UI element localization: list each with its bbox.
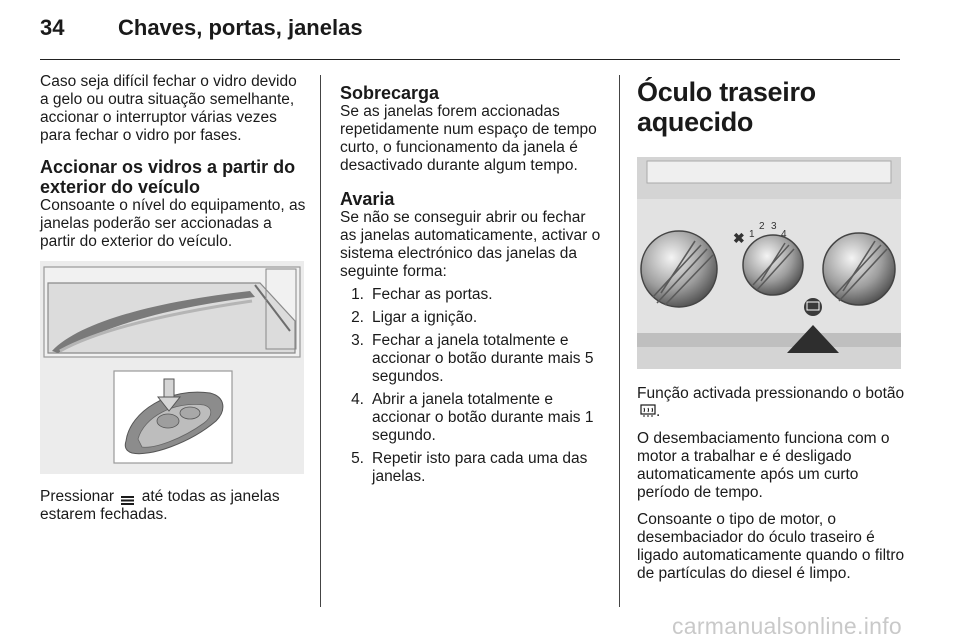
step-text: Fechar as portas. (372, 286, 493, 303)
step-number: 3. (351, 332, 364, 349)
dial-label: 2 (759, 221, 765, 232)
activation-text: Função activada pressionando o botão (637, 385, 905, 402)
caption-paragraph (40, 488, 308, 524)
intro-paragraph: Caso seja difícil fechar o vidro devido a gelo ou outra situação semelhante, accionar o interruptor várias vezes para fechar o vidro por fases. (40, 73, 297, 144)
column-1 (40, 73, 308, 533)
step-number: 5. (351, 450, 364, 467)
column-divider-1 (320, 75, 321, 607)
column-divider-2 (619, 75, 620, 607)
chapter-title: Chaves, portas, janelas (118, 15, 363, 40)
column-3 (637, 73, 907, 592)
list-item (340, 391, 604, 445)
column-2 (340, 73, 604, 491)
heading-overload: Sobrecarga (340, 83, 440, 103)
step-number: 4. (351, 391, 364, 408)
step-text: Fechar a janela totalmente e accionar o botão durante mais 5 segundos. (372, 332, 594, 385)
door-key-illustration (40, 261, 304, 474)
activation-paragraph (637, 385, 907, 421)
step-number: 1. (351, 286, 364, 303)
activation-end: . (656, 403, 661, 420)
caption-before: Pressionar (40, 488, 115, 505)
watermark: carmanualsonline.info (671, 613, 902, 639)
diesel-filter-paragraph: Consoante o tipo de motor, o desembaciador do óculo traseiro é ligado automaticamente quando o filtro de partículas do diesel é limpo. (637, 511, 905, 582)
step-text: Repetir isto para cada uma das janelas. (372, 450, 588, 485)
overload-paragraph: Se as janelas forem accionadas repetidamente num espaço de tempo curto, o funcionamento da janela é desactivado durante algum tempo. (340, 103, 597, 174)
caption-after: até todas as janelas estarem fechadas. (40, 488, 280, 523)
rear-window-heating-icon (640, 404, 656, 417)
heading-fault: Avaria (340, 189, 395, 209)
fault-paragraph: Se não se conseguir abrir ou fechar as janelas automaticamente, activar o sistema electrónico das janelas da seguinte forma: (340, 209, 601, 280)
section-title-rear-window: Óculo traseiro aquecido (637, 77, 816, 137)
list-item (340, 450, 604, 486)
svg-text:✖: ✖ (733, 230, 745, 246)
exterior-paragraph: Consoante o nível do equipamento, as janelas poderão ser accionadas a partir do exterior do veículo. (40, 197, 306, 250)
close-button-icon (121, 492, 134, 502)
page-number: 34 (40, 15, 65, 40)
defog-paragraph: O desembaciamento funciona com o motor a trabalhar e é desligado automaticamente após um curto período de tempo. (637, 430, 890, 501)
section-heading-exterior: Accionar os vidros a partir do exterior do veículo (40, 157, 296, 197)
list-item (340, 286, 604, 304)
dial-label: 4 (781, 229, 787, 240)
dial-label: 1 (749, 229, 755, 240)
header-rule (40, 59, 900, 60)
step-text: Abrir a janela totalmente e accionar o botão durante mais 1 segundo. (372, 391, 594, 444)
climate-control-illustration (637, 157, 901, 369)
reset-steps-list (340, 286, 604, 486)
dial-label: 3 (771, 221, 777, 232)
list-item (340, 332, 604, 386)
step-text: Ligar a ignição. (372, 309, 478, 326)
step-number: 2. (351, 309, 364, 326)
list-item (340, 309, 604, 327)
